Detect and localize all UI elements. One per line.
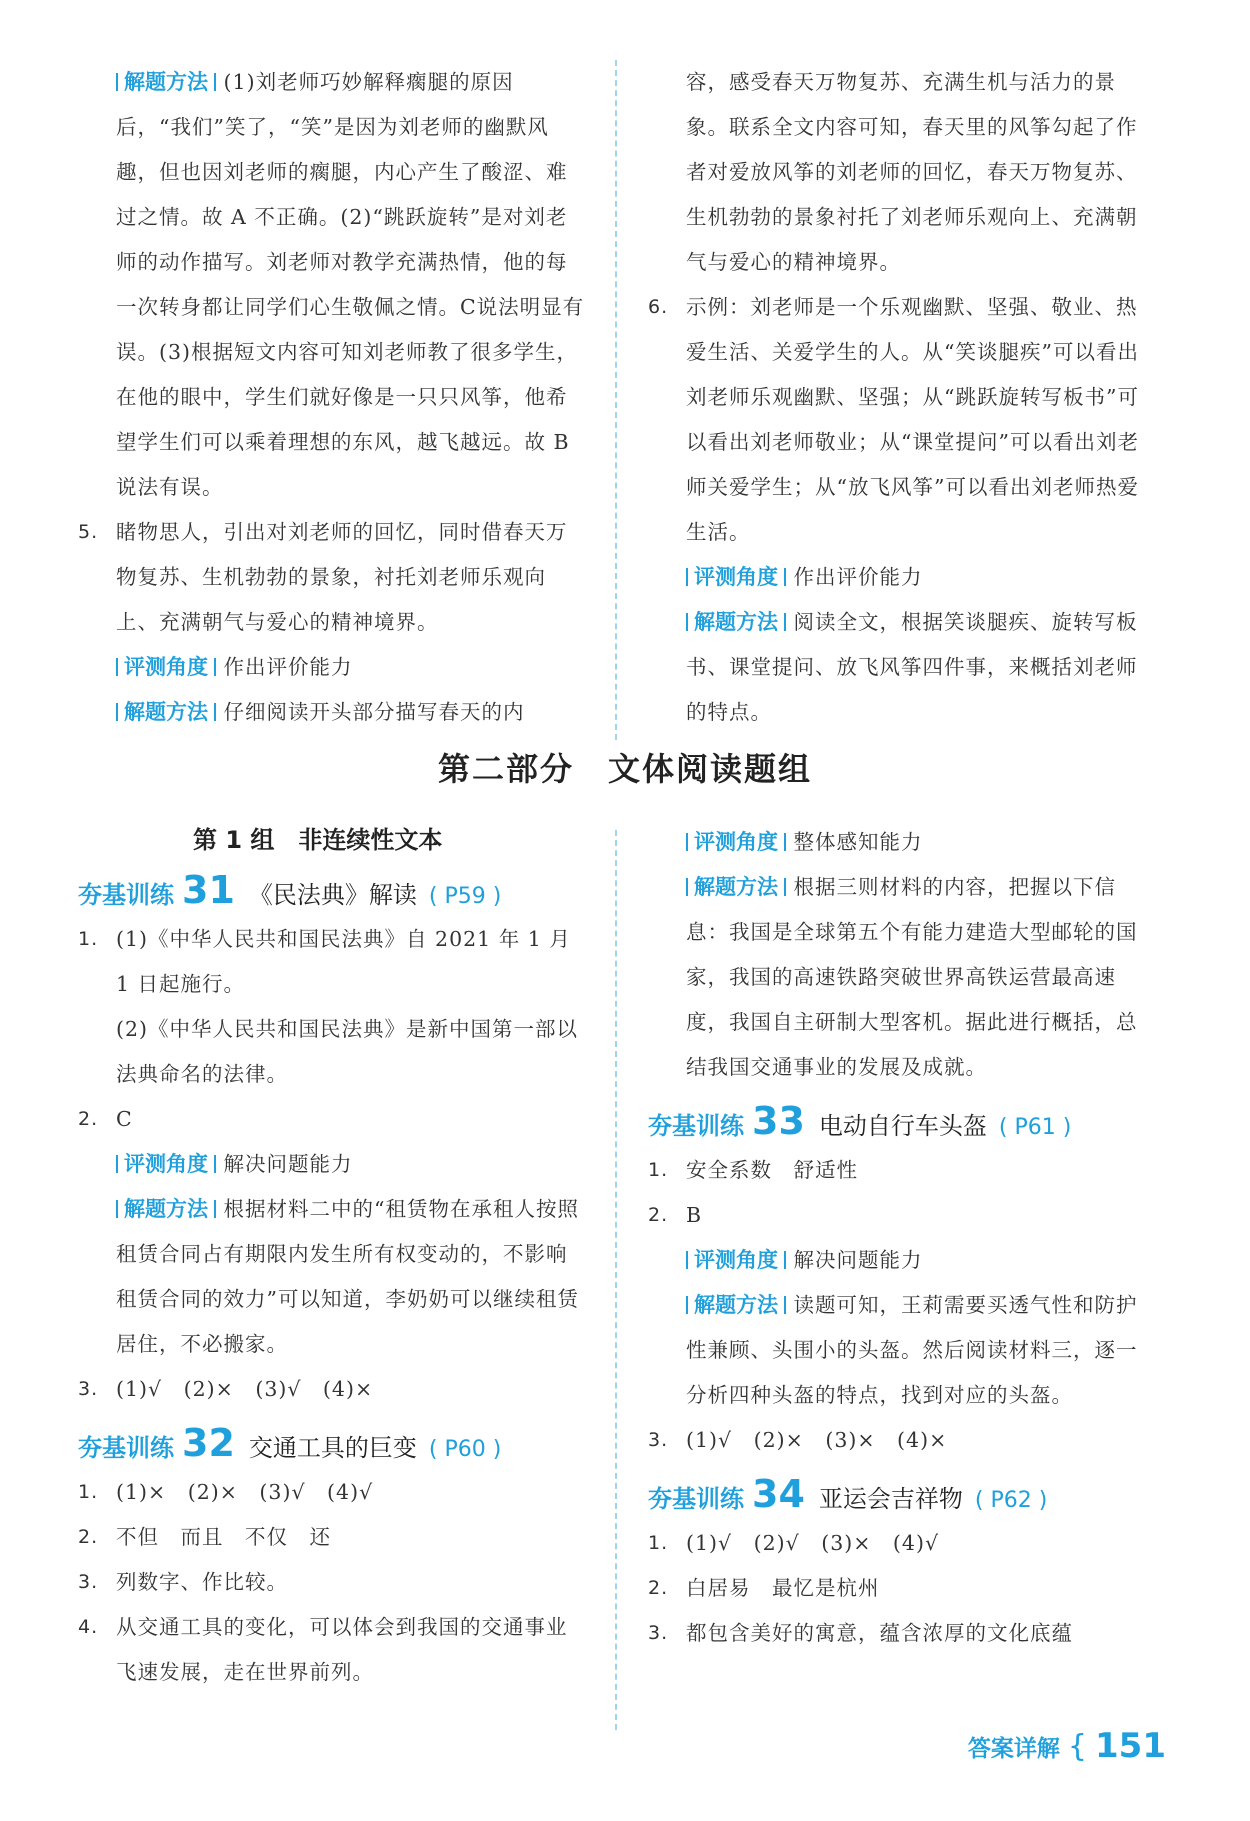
answer-item-3 bbox=[648, 1611, 1158, 1656]
method-tag: 解题方法 bbox=[124, 700, 208, 724]
method-text: 读题可知，王莉需要买透气性和防护性兼顾、头围小的头盔。然后阅读材料三，逐一分析四种头盔的特点，找到对应的头盔。 bbox=[686, 1293, 1138, 1407]
item-text: 都包含美好的寓意，蕴含浓厚的文化底蕴 bbox=[686, 1621, 1073, 1645]
item-text: (1)√ (2)√ (3)× (4)√ bbox=[686, 1531, 940, 1555]
method-text: 根据材料二中的“租赁物在承租人按照租赁合同占有期限内发生所有权变动的，不影响租赁合同的效力”可以知道，李奶奶可以继续租赁居住，不必搬家。 bbox=[116, 1197, 580, 1356]
method-paragraph bbox=[648, 865, 1158, 1090]
method-paragraph bbox=[78, 60, 588, 510]
item-number: 1. bbox=[78, 928, 99, 950]
training-page: ( P59 ) bbox=[428, 884, 502, 909]
item-number: 1. bbox=[78, 1481, 99, 1503]
assessment-tag: 评测角度 bbox=[124, 1152, 208, 1176]
column-divider-bottom bbox=[615, 830, 617, 1730]
training-name: 夯基训练 bbox=[648, 1112, 744, 1140]
item-text: 安全系数 舒适性 bbox=[686, 1158, 858, 1182]
answer-item-4 bbox=[78, 1605, 588, 1695]
assessment-tag: 评测角度 bbox=[694, 830, 778, 854]
assessment-line bbox=[648, 555, 1158, 600]
tag-bar bbox=[214, 1200, 216, 1218]
item-text-a: (1)《中华人民共和国民法典》自 2021 年 1 月 1 日起施行。 bbox=[116, 927, 571, 996]
method-text: (1)刘老师巧妙解释瘸腿的原因后，“我们”笑了，“笑”是因为刘老师的幽默风趣，但也因刘老师的瘸腿，内心产生了酸涩、难过之情。故 A 不正确。(2)“跳跃旋转”是对刘老师的动作描写。刘老师对教学充满热情，他的每一次转身都让同学们心生敬佩之情。C说法明显有误。(3)根据短文内容可知刘老师教了很多学生，在他的眼中，学生们就好像是一只只风筝，他希望学生们可以乘着理想的东风，越飞越远。故 B说法有误。 bbox=[116, 70, 585, 499]
answer-item-3 bbox=[78, 1367, 588, 1412]
tag-bar bbox=[214, 703, 216, 721]
assessment-line bbox=[78, 645, 588, 690]
assessment-line bbox=[648, 820, 1158, 865]
training-number: 32 bbox=[182, 1421, 235, 1465]
item-text: 睹物思人，引出对刘老师的回忆，同时借春天万物复苏、生机勃勃的景象，衬托刘老师乐观向上、充满朝气与爱心的精神境界。 bbox=[116, 520, 568, 634]
item-text: (1)√ (2)× (3)√ (4)× bbox=[116, 1377, 374, 1401]
training-number: 33 bbox=[752, 1099, 805, 1143]
item-number: 6. bbox=[648, 296, 669, 318]
method-text: 仔细阅读开头部分描写春天的内 bbox=[223, 700, 525, 724]
answer-item-1 bbox=[78, 1470, 588, 1515]
item-text: 从交通工具的变化，可以体会到我国的交通事业飞速发展，走在世界前列。 bbox=[116, 1615, 568, 1684]
tag-bar bbox=[784, 833, 786, 851]
bottom-left-column bbox=[78, 820, 588, 1695]
training-header-33 bbox=[648, 1098, 1158, 1144]
item-text: (1)√ (2)× (3)× (4)× bbox=[686, 1428, 948, 1452]
item-text: 列数字、作比较。 bbox=[116, 1570, 288, 1594]
page-number: 151 bbox=[1095, 1726, 1166, 1766]
tag-bar bbox=[784, 613, 786, 631]
bottom-right-column bbox=[648, 820, 1158, 1656]
footer-label: 答案详解 bbox=[967, 1735, 1060, 1762]
item-number: 5. bbox=[78, 521, 99, 543]
group-title: 第 1 组 非连续性文本 bbox=[193, 826, 443, 854]
assessment-text: 作出评价能力 bbox=[223, 655, 353, 679]
method-line bbox=[78, 1187, 588, 1367]
answer-item-2 bbox=[78, 1515, 588, 1560]
answer-item-3 bbox=[648, 1418, 1158, 1463]
training-title: 交通工具的巨变 bbox=[248, 1434, 417, 1462]
tag-bar bbox=[784, 1251, 786, 1269]
training-title: 电动自行车头盔 bbox=[818, 1112, 987, 1140]
item-number: 2. bbox=[648, 1577, 669, 1599]
answer-item-1 bbox=[648, 1148, 1158, 1193]
item-number: 2. bbox=[648, 1204, 669, 1226]
training-number: 34 bbox=[752, 1472, 805, 1516]
method-text: 根据三则材料的内容，把握以下信息：我国是全球第五个有能力建造大型邮轮的国家，我国的高速铁路突破世界高铁运营最高速度，我国自主研制大型客机。据此进行概括，总结我国交通事业的发展及成就。 bbox=[686, 875, 1138, 1079]
training-name: 夯基训练 bbox=[648, 1485, 744, 1513]
method-line bbox=[78, 690, 588, 735]
training-number: 31 bbox=[182, 868, 235, 912]
item-number: 3. bbox=[78, 1571, 99, 1593]
item-text: 示例：刘老师是一个乐观幽默、坚强、敬业、热爱生活、关爱学生的人。从“笑谈腿疾”可以看出刘老师乐观幽默、坚强；从“跳跃旋转写板书”可以看出刘老师敬业；从“课堂提问”可以看出刘老师关爱学生；从“放飞风筝”可以看出刘老师热爱生活。 bbox=[686, 295, 1139, 544]
tag-bar bbox=[784, 568, 786, 586]
assessment-line bbox=[648, 1238, 1158, 1283]
assessment-text: 解决问题能力 bbox=[223, 1152, 353, 1176]
answer-item-1 bbox=[78, 917, 588, 1097]
continued-text: 容，感受春天万物复苏、充满生机与活力的景象。联系全文内容可知，春天里的风筝勾起了作者对爱放风筝的刘老师的回忆，春天万物复苏、生机勃勃的景象衬托了刘老师乐观向上、充满朝气与爱心的精神境界。 bbox=[686, 70, 1138, 274]
item-number: 3. bbox=[648, 1622, 669, 1644]
training-page: ( P61 ) bbox=[998, 1115, 1072, 1140]
method-line bbox=[648, 1283, 1158, 1418]
assessment-tag: 评测角度 bbox=[124, 655, 208, 679]
tag-bar bbox=[784, 1296, 786, 1314]
tag-bar bbox=[214, 73, 216, 91]
training-name: 夯基训练 bbox=[78, 1434, 174, 1462]
item-text: (1)× (2)× (3)√ (4)√ bbox=[116, 1480, 374, 1504]
item-number: 1. bbox=[648, 1532, 669, 1554]
assessment-line bbox=[78, 1142, 588, 1187]
footer-brace-icon: { bbox=[1067, 1728, 1088, 1764]
column-divider-top bbox=[615, 60, 617, 740]
item-text-b: (2)《中华人民共和国民法典》是新中国第一部以法典命名的法律。 bbox=[116, 1017, 579, 1086]
item-number: 3. bbox=[78, 1378, 99, 1400]
item-text bbox=[116, 917, 588, 1097]
item-number: 3. bbox=[648, 1429, 669, 1451]
top-right-column bbox=[648, 60, 1158, 735]
training-header-31 bbox=[78, 867, 588, 913]
answer-item-6 bbox=[648, 285, 1158, 555]
part-title: 第二部分 文体阅读题组 bbox=[437, 750, 812, 788]
page-footer bbox=[968, 1726, 1166, 1766]
item-text: 白居易 最忆是杭州 bbox=[686, 1576, 880, 1600]
method-line bbox=[648, 600, 1158, 735]
tag-bar bbox=[784, 878, 786, 896]
answer-item-2 bbox=[648, 1566, 1158, 1611]
tag-bar bbox=[214, 658, 216, 676]
answer-item-2 bbox=[78, 1097, 588, 1142]
training-page: ( P60 ) bbox=[428, 1437, 502, 1462]
training-title: 《民法典》解读 bbox=[248, 881, 417, 909]
item-text: C bbox=[116, 1107, 133, 1131]
method-tag: 解题方法 bbox=[694, 875, 778, 899]
item-text: 不但 而且 不仅 还 bbox=[116, 1525, 331, 1549]
item-number: 2. bbox=[78, 1526, 99, 1548]
item-number: 4. bbox=[78, 1616, 99, 1638]
item-number: 1. bbox=[648, 1159, 669, 1181]
method-tag: 解题方法 bbox=[124, 70, 208, 94]
training-title: 亚运会吉祥物 bbox=[818, 1485, 963, 1513]
assessment-tag: 评测角度 bbox=[694, 565, 778, 589]
answer-item-2 bbox=[648, 1193, 1158, 1238]
method-tag: 解题方法 bbox=[694, 1293, 778, 1317]
item-number: 2. bbox=[78, 1108, 99, 1130]
method-text: 阅读全文，根据笑谈腿疾、旋转写板书、课堂提问、放飞风筝四件事，来概括刘老师的特点。 bbox=[686, 610, 1138, 724]
training-page: ( P62 ) bbox=[974, 1488, 1048, 1513]
training-header-34 bbox=[648, 1471, 1158, 1517]
item-text: B bbox=[686, 1203, 703, 1227]
assessment-text: 作出评价能力 bbox=[793, 565, 923, 589]
method-tag: 解题方法 bbox=[124, 1197, 208, 1221]
training-header-32 bbox=[78, 1420, 588, 1466]
assessment-text: 解决问题能力 bbox=[793, 1248, 923, 1272]
training-name: 夯基训练 bbox=[78, 881, 174, 909]
method-tag: 解题方法 bbox=[694, 610, 778, 634]
tag-bar bbox=[214, 1155, 216, 1173]
answer-item-1 bbox=[648, 1521, 1158, 1566]
assessment-text: 整体感知能力 bbox=[793, 830, 923, 854]
assessment-tag: 评测角度 bbox=[694, 1248, 778, 1272]
answer-item-5 bbox=[78, 510, 588, 645]
answer-item-3 bbox=[78, 1560, 588, 1605]
top-left-column bbox=[78, 60, 588, 735]
